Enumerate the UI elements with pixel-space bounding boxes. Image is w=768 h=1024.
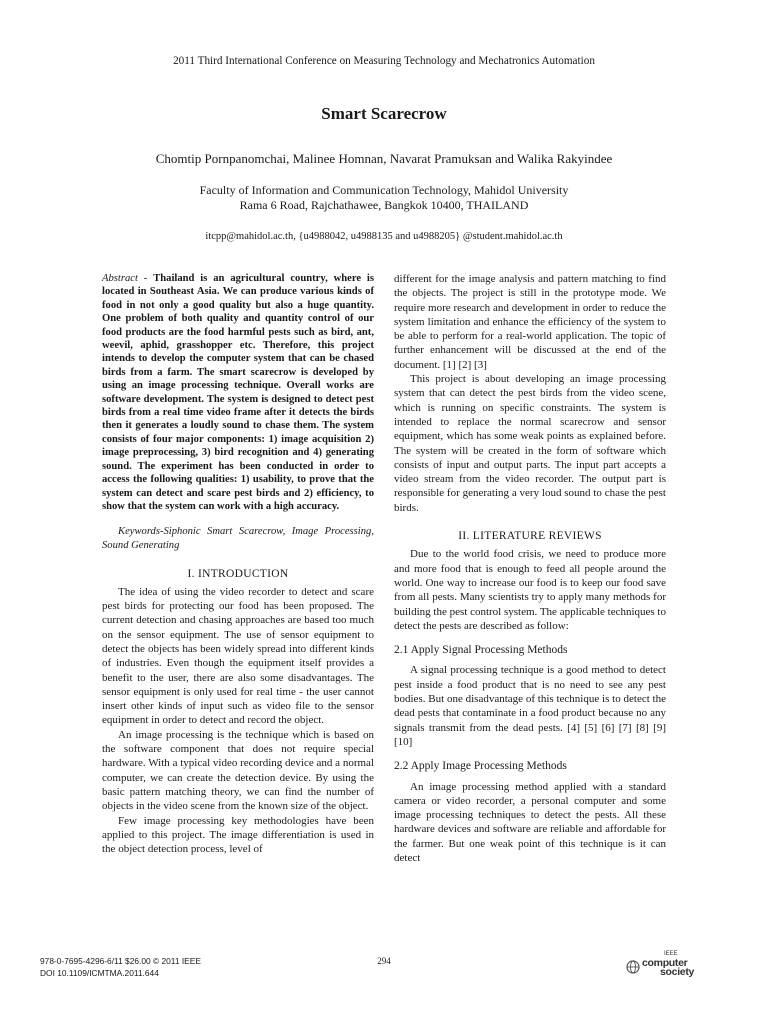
computer-society-logo [626,950,698,980]
section-heading-literature: II. LITERATURE REVIEWS [458,530,602,543]
keywords: Keywords-Siphonic Smart Scarecrow, Image Processing, Sound Generating [102,526,374,551]
left-column [102,272,374,856]
globe-icon [626,960,640,974]
subsection-heading-image: 2.2 Apply Image Processing Methods [394,760,567,773]
right-column [394,272,666,865]
isbn-line: 978-0-7695-4296-6/11 $26.00 © 2011 IEEE [40,956,201,966]
logo-ieee: IEEE [664,951,678,957]
abstract [102,272,374,513]
paragraph: The idea of using the video recorder to detect and scare pest birds for protecting our food has been proposed. The current detection and chasing approaches are based too much on the sensor equipment. The use of sensor equipment to detect the objects has been widely spread into different kinds of industries. Even though the equipment itself provides a benefit to the user, there are also some disadvantages. The sensor equipment is only used for real time - the user cannot insert other kinds of input such as video file to the sensor equipment in order to detect and record the object. [102,585,374,727]
paragraph: An image processing is the technique which is based on the software component that does not require special hardware. With a typical video recording device and a normal computer, we can create the detection device. By using the basic pattern matching theory, we can find the number of objects in the video scene from the known size of the object. [102,728,374,813]
section-heading-introduction: I. INTRODUCTION [187,567,289,580]
logo-text [642,950,694,977]
paragraph: An image processing method applied with a standard camera or video recorder, a personal computer and some image processing techniques to detect the pests. All these hardware devices and software are reliable and affordable for the farmer. But one weak point of this technique is it can detect [394,780,666,864]
authors: Chomtip Pornpanomchai, Malinee Homnan, Navarat Pramuksan and Walika Rakyindee [155,151,613,166]
abstract-text: Thailand is an agricultural country, where is located in Southeast Asia. We can produce various kinds of food in not only a good quality but also a huge quantity. One problem of both quality and quantity control of our food products are the food harmful pests such as bird, ant, weevil, aphid, grasshopper etc. Therefore, this project intends to develop the computer system that can be chased birds from a farm. The smart scarecrow is developed by using an image processing technique. Overall works are software development. The system is designed to detect pest birds from a real time video frame after it detects the birds then it generates a loudly sound to chase them. The system consists of four major components: 1) image acquisition 2) image preprocessing, 3) bird recognition and 4) generating sound. The experiment has been conducted in order to access the following qualities: 1) usability, to prove that the system can detect and scare pest birds and 2) efficiency, to show that the system can work with a high accuracy. [102,273,374,512]
paragraph: different for the image analysis and pattern matching to find the objects. The project is still in the prototype mode. We require more research and development in order to reduce the system limitation and enhance the efficiency of the system to be able to perform for a real-world application. The topic of further enhancement will be discussed at the end of the document. [1] [2] [3] [394,273,666,371]
paper-title: Smart Scarecrow [321,104,447,123]
page-number: 294 [377,956,391,966]
subsection-heading-signal: 2.1 Apply Signal Processing Methods [394,644,568,657]
paragraph: Few image processing key methodologies have been applied to this project. The image differentiation is used in the object detection process, level of [102,814,374,856]
conference-header: 2011 Third International Conference on Measuring Technology and Mechatronics Automation [173,55,595,67]
author-emails: itcpp@mahidol.ac.th, {u4988042, u4988135 and u4988205} @student.mahidol.ac.th [205,231,563,242]
logo-society: society [660,966,695,978]
affiliation [0,183,768,213]
affiliation-line-1: Faculty of Information and Communication Technology, Mahidol University [199,183,569,197]
affiliation-line-2: Rama 6 Road, Rajchathawee, Bangkok 10400, THAILAND [239,198,529,212]
doi-line: DOI 10.1109/ICMTMA.2011.644 [40,968,159,978]
paragraph: Due to the world food crisis, we need to produce more and more food that is enough to feed all people around the world. One way to increase our food is to keep our food save from all pests. Many scientists try to apply many methods for building the pest control system. The applicable techniques to detect the pests are described as follow: [394,548,666,632]
paragraph: A signal processing technique is a good method to detect pest inside a food product that is no need to see any pest bodies. But one disadvantage of this technique is to detect the dead pests that contaminate in a food product because no any signals transmit from the dead pests. [4] [5] [6] [7] [8] [9] [10] [394,664,666,748]
logo-computer: computer [642,957,688,969]
paragraph: This project is about developing an image processing system that can detect the pest birds from the video scene, which is running on specific constraints. The system is intended to replace the normal scarecrow and sensor equipment, which has some weak points as explained before. The system will be created in the form of software which consists of input and output parts. The input part accepts a video stream from the video recorder. The output part is responsible for generating a very loud sound to chase the pest birds. [394,373,666,514]
abstract-label: Abstract - [102,273,154,284]
